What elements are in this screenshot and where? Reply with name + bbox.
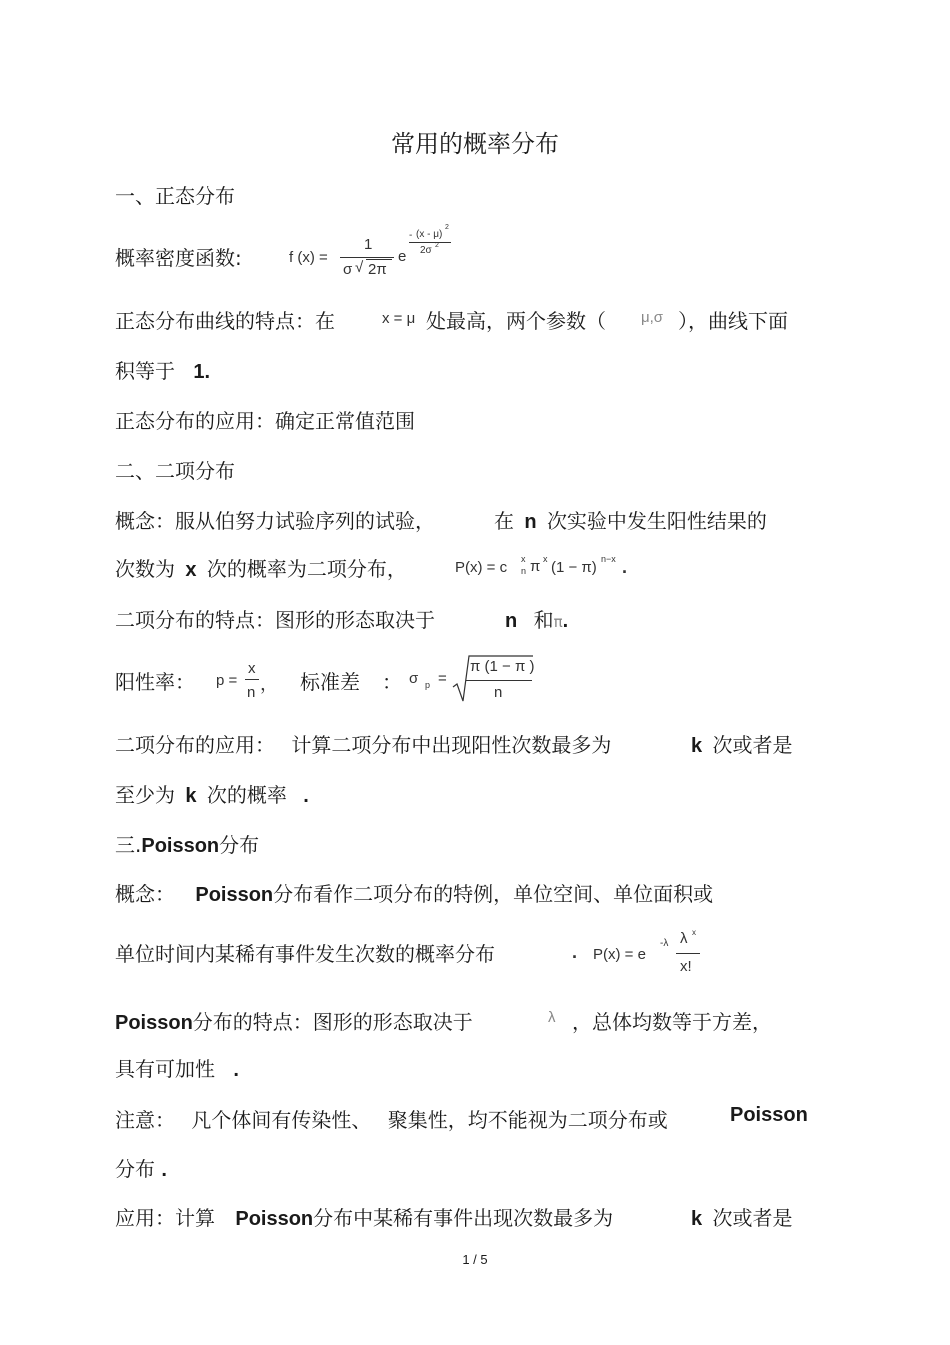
binomial-feature-line: 二项分布的特点：图形的形态取决于: [115, 608, 435, 632]
pdf-label: 概率密度函数:: [115, 246, 242, 270]
standard-error-label: 标准差: [300, 670, 360, 694]
poisson-concept-line: 概念： Poisson分布看作二项分布的特例，单位空间、单位面积或: [115, 882, 714, 906]
normal-params: μ,σ: [641, 309, 664, 326]
page-number: 1 / 5: [462, 1252, 488, 1267]
binomial-application-line: 二项分布的应用： 计算二项分布中出现阳性次数最多为: [115, 733, 612, 757]
poisson-definition-line: 单位时间内某稀有事件发生次数的概率分布: [115, 942, 495, 966]
poisson-application-line: 应用：计算 Poisson分布中某稀有事件出现次数最多为: [115, 1206, 614, 1230]
poisson-note-line: 注意： 凡个体间有传染性、 聚集性，均不能视为二项分布或: [115, 1108, 668, 1132]
poisson-additivity-line: 具有可加性 .: [115, 1057, 239, 1081]
normal-feature-line: 正态分布曲线的特点：在: [115, 309, 335, 333]
binomial-definition-line: 次数为 x 次的概率为二项分布，: [115, 557, 407, 581]
page-title: 常用的概率分布: [391, 130, 559, 158]
lambda-symbol: λ: [548, 1009, 556, 1026]
section-heading-binomial: 二、二项分布: [115, 459, 235, 483]
binomial-concept-line: 概念：服从伯努力试验序列的试验，: [115, 509, 435, 533]
normal-application: 正态分布的应用：确定正常值范围: [115, 409, 415, 433]
poisson-feature-line: Poisson分布的特点：图形的形态取决于: [115, 1010, 473, 1034]
poisson-note-line2: 分布 .: [115, 1157, 167, 1181]
positive-rate-label: 阳性率：: [115, 670, 195, 694]
binomial-application-line2: 至少为 k 次的概率 .: [115, 783, 309, 807]
normal-area-line: 积等于 1.: [115, 359, 211, 383]
normal-peak-formula: x = μ: [382, 310, 416, 327]
section-heading-poisson: 三.Poisson分布: [115, 833, 260, 857]
document-page: 常用的概率分布 一、正态分布 概率密度函数: f (x) = 1 σ √ 2π e - (x - μ) 2 2σ 2 正态分布曲线的特点：在 x = μ 处最高，两个参数（ μ,σ ），曲线下面 积等于 1. 正态分布的应用：确定正常值范围 二、二项分布 概念：服从伯努力试验序列的试验， 在 n 次实验中发生阳性结果的 次数为 x 次的概率为二项分布， P(x) = c x n π x (1 − π) n−x . 二项分布的特点：图形的形态取决于 n 和π. 阳性率： p = x n ， 标准差 ： σ p = π (1 − π ) n 二项分布的应用： 计算二项分布中出现阳性次数最多为 k 次或者是 至少为 k 次的概率 . 三.Poisson分布 概念： Poisson分布看作二项分布的特例，单位空间、单位面积或 单位时间内某稀有事件发生次数的概率分布 . P(x) = e -λ λ x x! Poisson分布的特点：图形的形态取决于 λ ，总体均数等于方差， 具有可加性 . 注意： 凡个体间有传染性、 聚集性，均不能视为二项分布或 Poisson 分布 . 应用：计算 Poisson分布中某稀有事件出现次数最多为 k 次或者是 1 / 5: [0, 0, 950, 1345]
section-heading-normal: 一、正态分布: [115, 184, 235, 208]
